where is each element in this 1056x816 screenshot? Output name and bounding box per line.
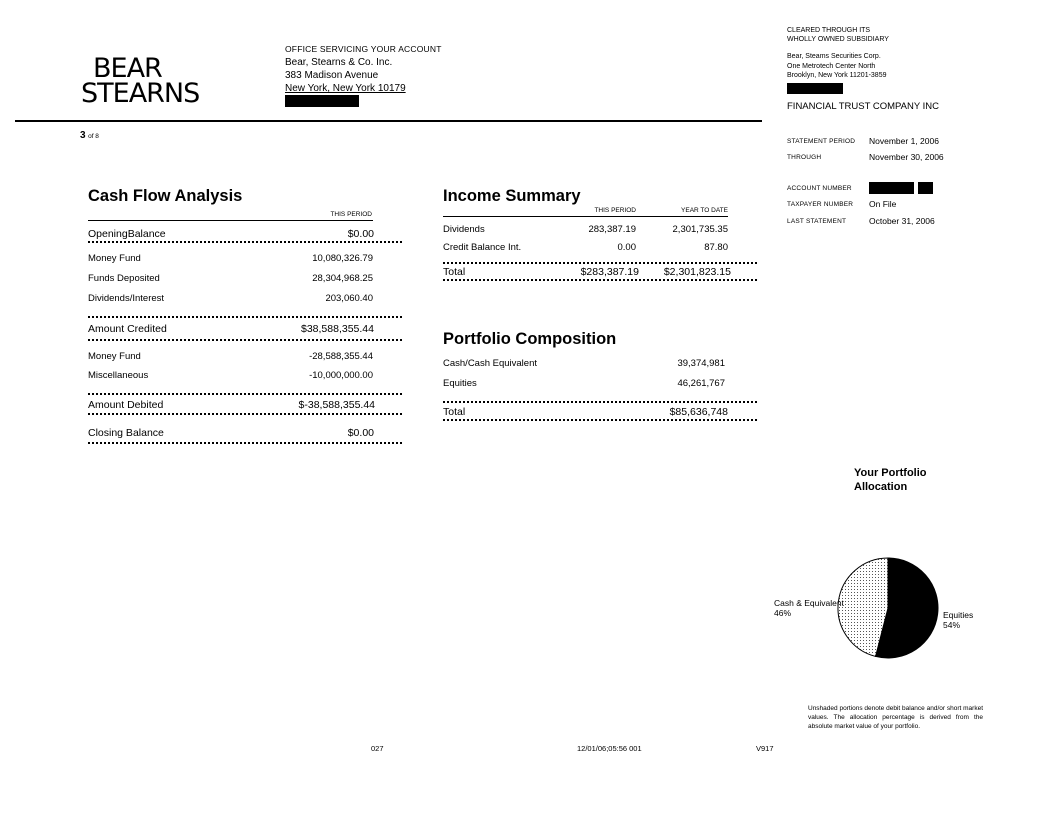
dotted-rule: [88, 393, 402, 395]
redaction-bar: [787, 83, 843, 94]
opening-balance-label: OpeningBalance: [88, 228, 166, 240]
cash-flow-title: Cash Flow Analysis: [88, 187, 243, 205]
row-period: 283,387.19: [588, 224, 636, 235]
row-ytd: 87.80: [704, 242, 728, 253]
income-total-label: Total: [443, 266, 466, 278]
row-value: 46,261,767: [677, 378, 725, 389]
logo-line-1: BEAR: [93, 53, 162, 84]
allocation-title-line-2: Allocation: [854, 481, 908, 493]
opening-balance-row: [88, 228, 374, 241]
rule: [88, 220, 373, 221]
income-col-ytd: YEAR TO DATE: [681, 207, 728, 214]
clearing-city: Brooklyn, New York 11201-3859: [787, 72, 887, 79]
dotted-rule: [88, 316, 402, 318]
footer-timestamp: 12/01/06;05:56 001: [577, 744, 642, 753]
row-value: 203,060.40: [325, 293, 373, 304]
row-label: Money Fund: [88, 253, 141, 264]
office-street: 383 Madison Avenue: [285, 70, 379, 81]
row-value: 28,304,968.25: [312, 273, 373, 284]
row-label: Cash/Cash Equivalent: [443, 358, 537, 369]
row-label: Equities: [443, 378, 477, 389]
dotted-rule: [443, 401, 757, 403]
account-label: ACCOUNT NUMBER: [787, 185, 852, 192]
client-name: FINANCIAL TRUST COMPANY INC: [787, 101, 940, 112]
income-total-ytd: $2,301,823.15: [663, 266, 731, 278]
period-label: STATEMENT PERIOD: [787, 138, 856, 145]
pie-label-cash-name: Cash & Equivalent: [774, 598, 844, 608]
row-label: Dividends/Interest: [88, 293, 165, 304]
footer-code-left: 027: [371, 744, 384, 753]
amount-credited-value: $38,588,355.44: [301, 323, 374, 335]
redaction-bar: [285, 95, 359, 107]
bear-stearns-logo: [81, 53, 200, 109]
dotted-rule: [443, 279, 757, 281]
portfolio-total-label: Total: [443, 406, 466, 418]
allocation-title-line-1: Your Portfolio: [854, 467, 927, 479]
clearing-line-2: WHOLLY OWNED SUBSIDIARY: [787, 36, 889, 43]
income-total-period: $283,387.19: [580, 266, 639, 278]
page-total: of 8: [88, 133, 99, 140]
row-value: -10,000,000.00: [309, 370, 373, 381]
last-statement-value: October 31, 2006: [869, 216, 935, 226]
allocation-pie-chart: [830, 550, 950, 670]
clearing-street: One Metrotech Center North: [787, 62, 876, 70]
income-col-this-period: THIS PERIOD: [594, 207, 636, 214]
allocation-title: [854, 466, 927, 494]
clearing-name: Bear, Steams Securities Corp.: [787, 53, 881, 60]
account-number-redacted: [869, 182, 933, 196]
amount-debited-value: $-38,588,355.44: [298, 399, 375, 411]
row-value: 10,080,326.79: [312, 253, 373, 264]
through-label: THROUGH: [787, 154, 822, 161]
row-value: -28,588,355.44: [309, 351, 373, 362]
allocation-note: Unshaded portions denote debit balance and/or short market values. The allocation percentage is derived from the absolute market value of your portfolio.: [808, 705, 983, 730]
page-current: 3: [80, 130, 86, 141]
pie-label-cash: [774, 598, 844, 618]
row-value: 39,374,981: [677, 358, 725, 369]
dotted-rule: [443, 419, 757, 421]
office-name: Bear, Stearns & Co. Inc.: [285, 57, 393, 68]
row-label: Credit Balance Int.: [443, 242, 522, 253]
closing-balance-value: $0.00: [347, 427, 374, 439]
row-label: Funds Deposited: [88, 273, 160, 284]
amount-credited-label: Amount Credited: [88, 323, 167, 335]
portfolio-total-value: $85,636,748: [669, 406, 728, 418]
dotted-rule: [443, 262, 757, 264]
row-label: Miscellaneous: [88, 370, 149, 381]
rule: [443, 216, 728, 217]
taxpayer-label: TAXPAYER NUMBER: [787, 201, 854, 208]
footer-code-right: V917: [756, 744, 774, 753]
row-period: 0.00: [617, 242, 636, 253]
header-rule: [15, 120, 762, 122]
pie-label-cash-pct: 46%: [774, 608, 792, 618]
office-address: [285, 43, 442, 111]
closing-balance-label: Closing Balance: [88, 427, 164, 439]
clearing-address: [787, 52, 887, 97]
pie-label-equities-name: Equities: [943, 610, 974, 620]
cash-flow-col-header: THIS PERIOD: [330, 211, 372, 218]
dotted-rule: [88, 339, 402, 341]
row-ytd: 2,301,735.35: [672, 224, 728, 235]
page-number: [80, 130, 99, 141]
office-header: OFFICE SERVICING YOUR ACCOUNT: [285, 44, 442, 54]
row-label: Money Fund: [88, 351, 141, 362]
opening-balance-value: $0.00: [347, 228, 374, 240]
portfolio-title: Portfolio Composition: [443, 330, 617, 348]
dotted-rule: [88, 413, 402, 415]
income-summary-title: Income Summary: [443, 187, 581, 205]
taxpayer-value: On File: [869, 199, 897, 209]
office-city: New York, New York 10179: [285, 83, 406, 94]
pie-label-equities: [943, 610, 973, 630]
clearing-line-1: CLEARED THROUGH ITS: [787, 27, 871, 34]
pie-label-equities-pct: 54%: [943, 620, 961, 630]
dotted-rule: [88, 241, 402, 243]
amount-debited-label: Amount Debited: [88, 399, 164, 411]
clearing-header: [787, 26, 889, 44]
logo-line-2: STEARNS: [81, 78, 200, 109]
period-end: November 30, 2006: [869, 152, 944, 162]
row-label: Dividends: [443, 224, 485, 235]
dotted-rule: [88, 442, 402, 444]
period-start: November 1, 2006: [869, 136, 939, 146]
last-statement-label: LAST STATEMENT: [787, 218, 847, 225]
